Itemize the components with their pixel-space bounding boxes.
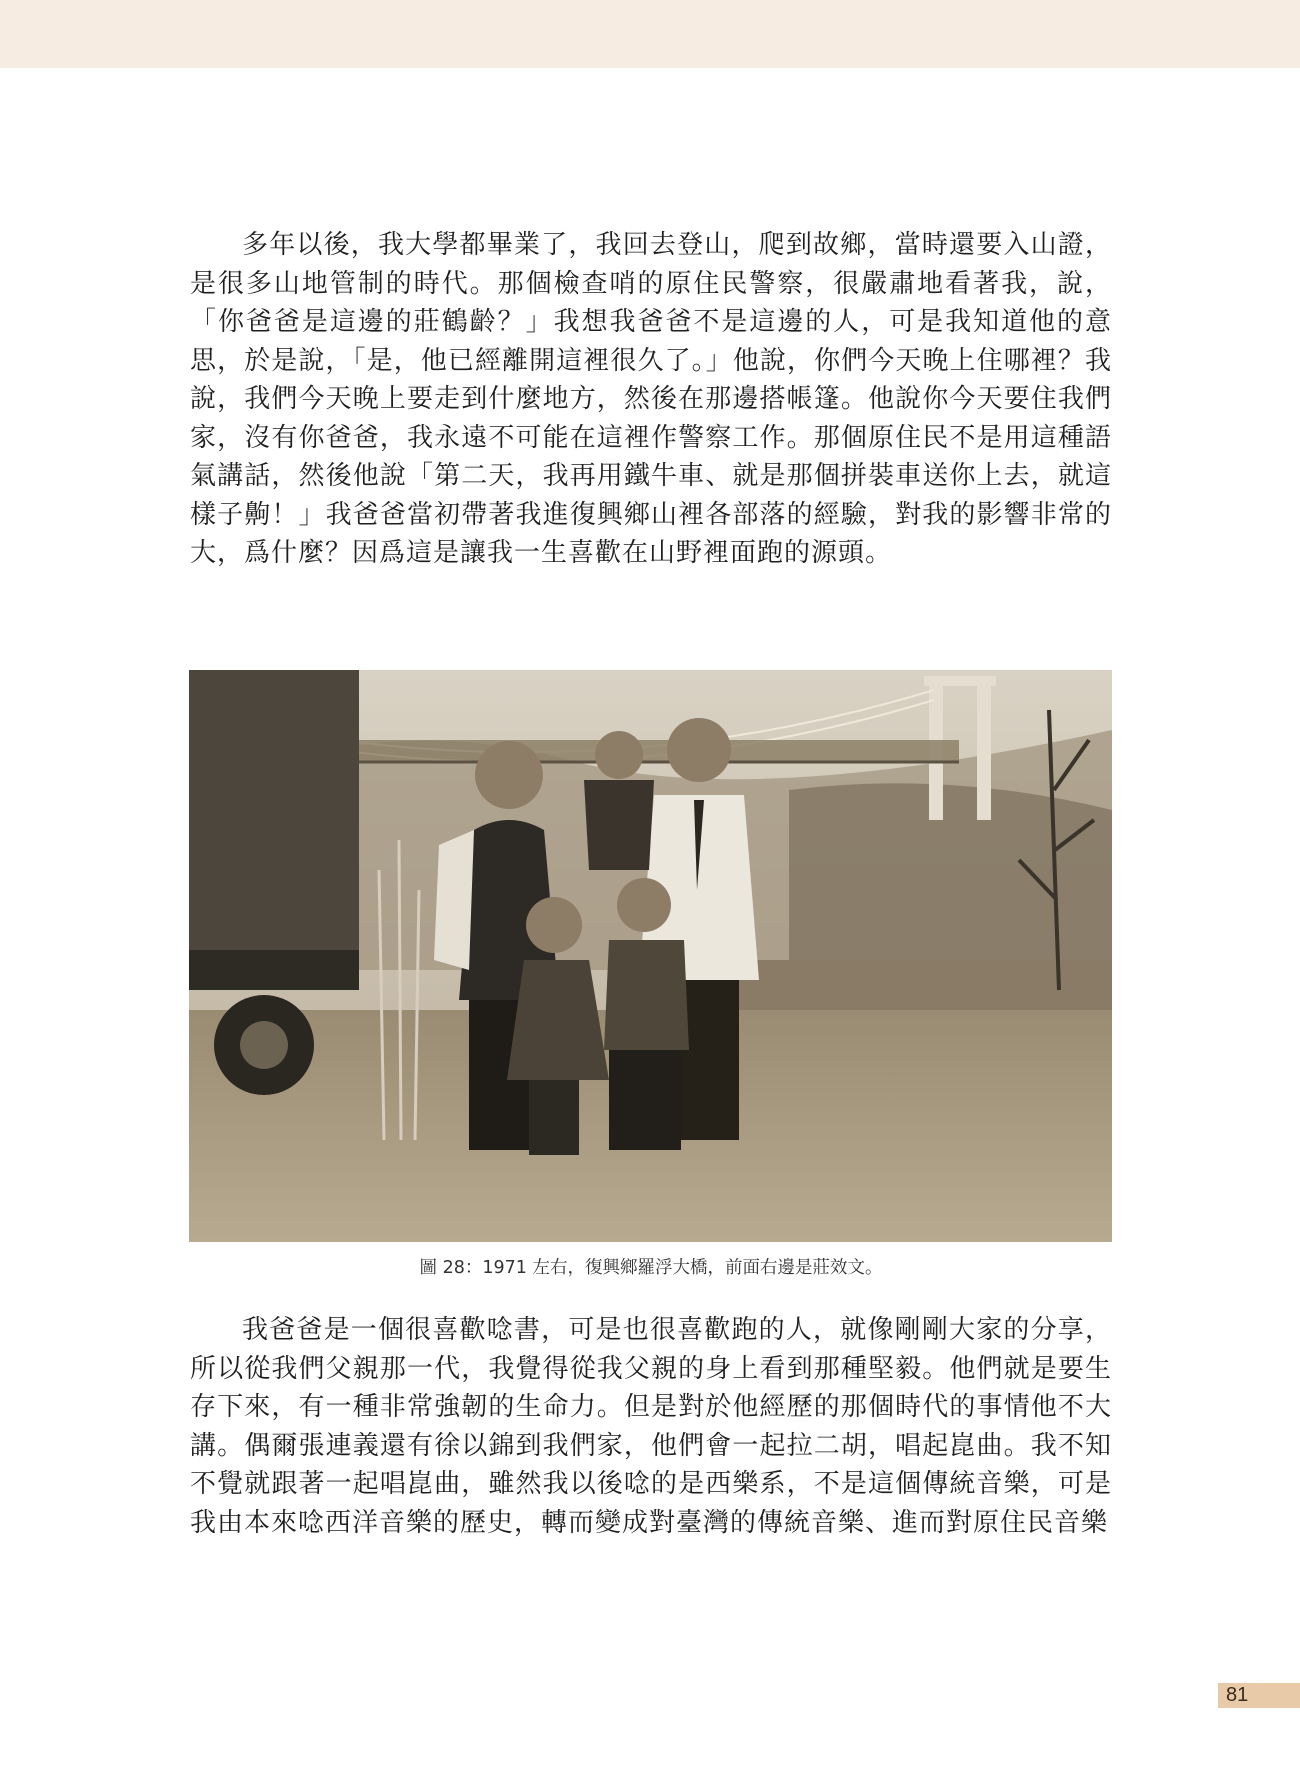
- body-paragraph-1: 多年以後，我大學都畢業了，我回去登山，爬到故鄉，當時還要入山證，是很多山地管制的時代。那個檢查哨的原住民警察，很嚴肅地看著我，說，「你爸爸是這邊的莊鶴齡？」我想我爸爸不是這邊的人，可是我知道他的意思，於是說，「是，他已經離開這裡很久了。」他說，你們今天晚上住哪裡？我說，我們今天晚上要走到什麼地方，然後在那邊搭帳篷。他說你今天要住我們家，沒有你爸爸，我永遠不可能在這裡作警察工作。那個原住民不是用這種語氣講話，然後他說「第二天，我再用鐵牛車、就是那個拼裝車送你上去，就這樣子齁！」我爸爸當初帶著我進復興鄉山裡各部落的經驗，對我的影響非常的大，爲什麼？因爲這是讓我一生喜歡在山野裡面跑的源頭。: [190, 230, 1112, 568]
- top-header-band: [0, 0, 1300, 68]
- body-paragraph-2: 我爸爸是一個很喜歡唸書，可是也很喜歡跑的人，就像剛剛大家的分享，所以從我們父親那一代，我覺得從我父親的身上看到那種堅毅。他們就是要生存下來，有一種非常強韌的生命力。但是對於他經歷的那個時代的事情他不大講。偶爾張連義還有徐以錦到我們家，他們會一起拉二胡，唱起崑曲。我不知不覺就跟著一起唱崑曲，雖然我以後唸的是西樂系，不是這個傳統音樂，可是我由本來唸西洋音樂的歷史，轉而變成對臺灣的傳統音樂、進而對原住民音樂: [190, 1315, 1112, 1538]
- figure-caption: 圖 28：1971 左右，復興鄉羅浮大橋，前面右邊是莊效文。: [419, 1258, 883, 1278]
- page-number: 81: [1218, 1683, 1300, 1708]
- family-photo: [189, 670, 1112, 1242]
